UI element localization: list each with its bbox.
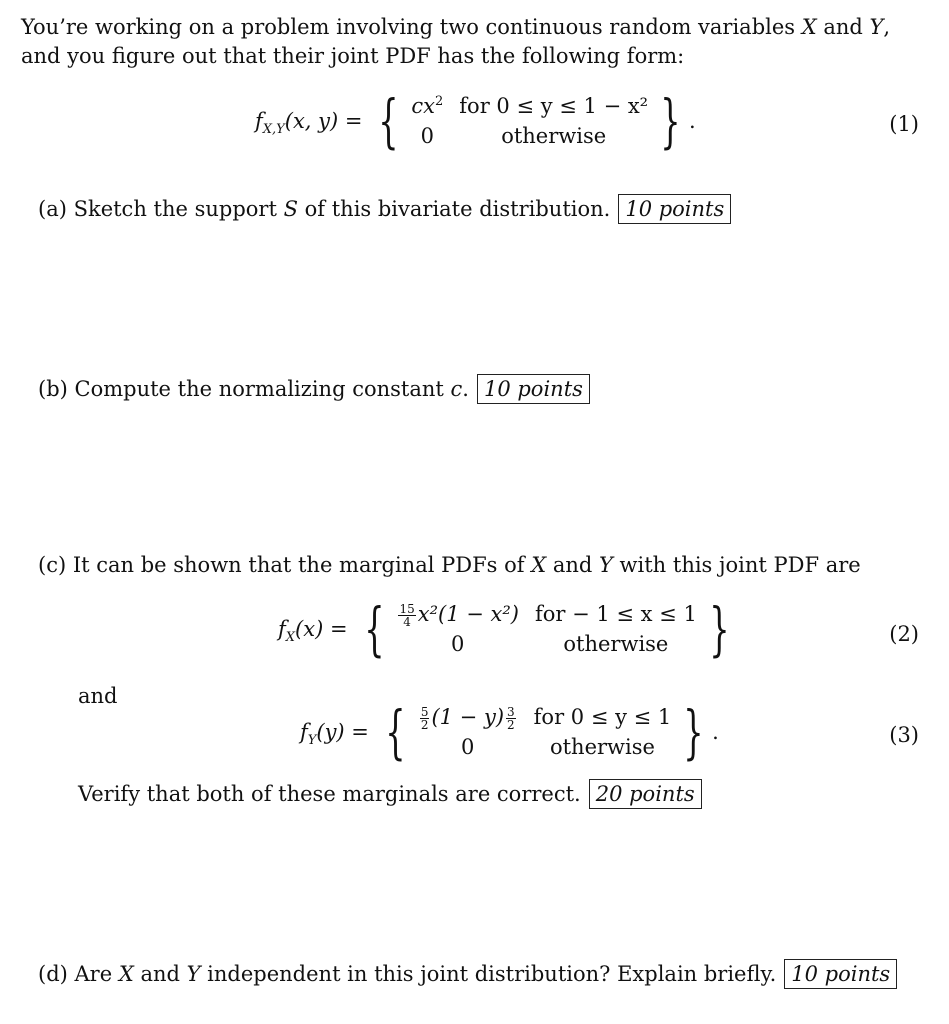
intro-and: and: [816, 15, 870, 39]
intro-paragraph: [21, 13, 921, 71]
right-brace: }: [709, 595, 730, 664]
equation-2: [278, 595, 738, 664]
points-badge-b: 10 points: [477, 374, 590, 404]
right-brace: }: [683, 698, 704, 767]
points-badge-a: 10 points: [618, 194, 731, 224]
equation-2-lhs: $f_X(x)$ =: [278, 617, 348, 646]
equation-1-cases: $cx^2$ for 0 ≤ y ≤ 1 − x² 0 otherwise: [411, 94, 649, 149]
equation-3-lhs: $f_Y(y)$ =: [300, 720, 369, 749]
points-badge-d: 10 points: [784, 959, 897, 989]
part-b: (b) Compute the normalizing constant c. 10 points: [38, 374, 590, 404]
equation-3-cases: $\frac{5}{2}$ (1 − y) $\frac{3}{2}$ for 0 ≤ y ≤ 1 0 otherwise: [420, 705, 672, 760]
equation-1-lhs: $f_{X,Y}(x$, y) =: [255, 109, 363, 138]
equation-2-number: (2): [889, 622, 919, 646]
verify-line: Verify that both of these marginals are correct. 20 points: [78, 779, 702, 809]
equation-3-number: (3): [889, 723, 919, 747]
equation-3: $f_Y(y)$ = { $\frac{5}{2}$ (1 − y) $\frac{3}{2}$ for 0 ≤ y ≤ 1 0 otherwise } .: [300, 698, 719, 767]
part-a: (a) Sketch the support S of this bivariate distribution. 10 points: [38, 194, 731, 224]
var-y: Y: [869, 15, 884, 39]
right-brace: }: [660, 87, 681, 156]
left-brace: {: [378, 87, 400, 156]
var-x: X: [801, 15, 817, 39]
left-brace: {: [363, 595, 385, 664]
equation-1: $f_{X,Y}(x$, y) = { $cx^2$ for 0 ≤ y ≤ 1 − x² 0 otherwise } .: [255, 87, 696, 156]
intro-text-2: , and you figure out that their joint PDF has the following form:: [21, 15, 891, 68]
equation-2-cases: $\frac{15}{4}$ x²(1 − x²) for − 1 ≤ x ≤ 1 0 otherwise: [399, 602, 697, 657]
left-brace: {: [385, 698, 406, 767]
part-d: (d) Are X and Y independent in this joint distribution? Explain briefly. 10 points: [38, 959, 897, 989]
points-badge-c: 20 points: [589, 779, 702, 809]
intro-text: You’re working on a problem involving two continuous random variables: [21, 15, 802, 39]
equation-1-number: (1): [889, 112, 919, 136]
and-word: and: [78, 684, 118, 708]
part-c: (c) It can be shown that the marginal PDFs of X and Y with this joint PDF are: [38, 553, 861, 577]
